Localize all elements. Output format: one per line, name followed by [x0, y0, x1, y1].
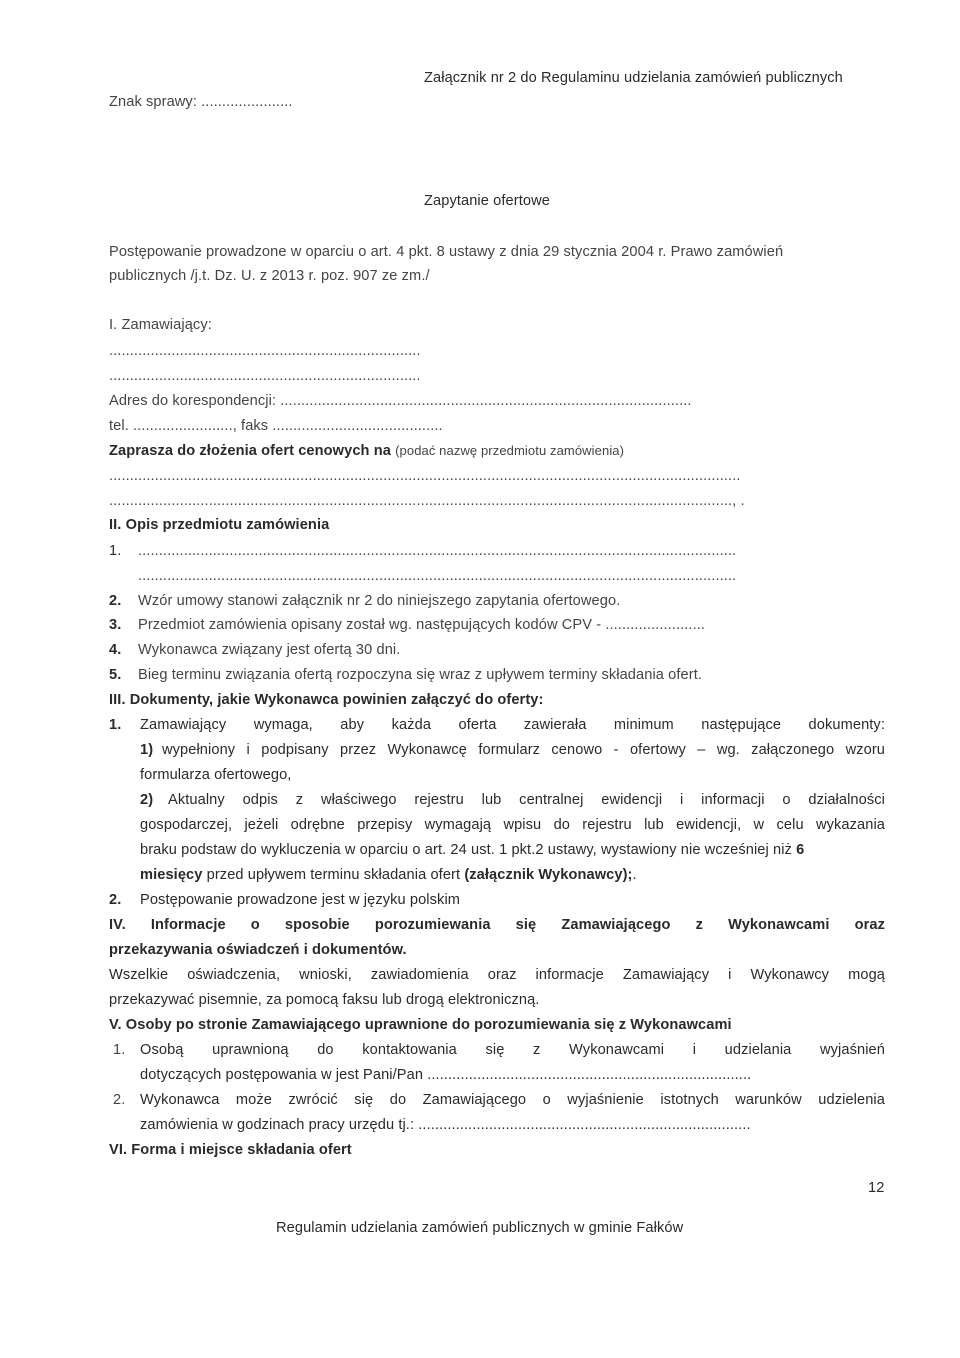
- item-4-text: Wykonawca związany jest ofertą 30 dni.: [138, 642, 401, 658]
- item-3-num: 3.: [109, 617, 122, 633]
- section-4-body-line-1: Wszelkie oświadczenia, wnioski, zawiadomienia oraz informacje Zamawiający i Wykonawcy mogą: [109, 967, 885, 983]
- language-num: 2.: [109, 892, 122, 908]
- doc-req-num: 1.: [109, 717, 122, 733]
- clarification-num: 2.: [113, 1092, 126, 1108]
- contact-line-2: dotyczących postępowania w jest Pani/Pan ..............................................................................: [140, 1067, 752, 1083]
- contact-num: 1.: [113, 1042, 126, 1058]
- doc-1-num: 1): [140, 742, 154, 758]
- doc-2-num: 2): [140, 792, 154, 808]
- section-1-heading: I. Zamawiający:: [109, 317, 212, 333]
- contact-line-1: Osobą uprawnioną do kontaktowania się z Wykonawcami i udzielania wyjaśnień: [140, 1042, 885, 1058]
- doc-2-attachment-ref: (załącznik Wykonawcy);: [464, 867, 633, 883]
- item-3-text: Przedmiot zamówienia opisany został wg. następujących kodów CPV - ........................: [138, 617, 706, 633]
- page-number: 12: [868, 1180, 885, 1196]
- ordering-party-line-2: ...........................................................................: [109, 368, 421, 384]
- doc-2-line-1: Aktualny odpis z właściwego rejestru lub centralnej ewidencji i informacji o działalności: [168, 792, 885, 808]
- doc-2-months-number: 6: [796, 842, 805, 858]
- section-4-body-line-2: przekazywać pisemnie, za pomocą faksu lub drogą elektroniczną.: [109, 992, 540, 1008]
- subject-dots-2: ......................................................................................................................................................, .: [109, 493, 745, 509]
- doc-2-deadline-text: przed upływem terminu składania ofert: [206, 867, 461, 883]
- footer-text: Regulamin udzielania zamówień publicznych w gminie Fałków: [276, 1220, 684, 1236]
- doc-req-text: Zamawiający wymaga, aby każda oferta zawierała minimum następujące dokumenty:: [140, 717, 885, 733]
- item-4-num: 4.: [109, 642, 122, 658]
- item-2-num: 2.: [109, 593, 122, 609]
- intro-line-2: publicznych /j.t. Dz. U. z 2013 r. poz. 907 ze zm./: [109, 268, 430, 284]
- doc-2-line-4: [140, 867, 637, 883]
- section-6-heading: VI. Forma i miejsce składania ofert: [109, 1142, 352, 1158]
- correspondence-address: Adres do korespondencji: ...................................................................................................: [109, 393, 692, 409]
- clarification-line-1: Wykonawca może zwrócić się do Zamawiającego o wyjaśnienie istotnych warunków udzielenia: [140, 1092, 885, 1108]
- invitation-note: (podać nazwę przedmiotu zamówienia): [395, 443, 625, 458]
- subject-dots-1: ........................................................................................................................................................: [109, 468, 741, 484]
- clarification-line-2: zamówienia w godzinach pracy urzędu tj.: ................................................................................: [140, 1117, 751, 1133]
- document-title: Zapytanie ofertowe: [424, 193, 550, 209]
- item-2-text: Wzór umowy stanowi załącznik nr 2 do niniejszego zapytania ofertowego.: [138, 593, 621, 609]
- section-4-heading-line-1: IV. Informacje o sposobie porozumiewania się Zamawiającego z Wykonawcami oraz: [109, 917, 885, 933]
- doc-2-period: .: [632, 867, 637, 883]
- attachment-header: Załącznik nr 2 do Regulaminu udzielania zamówień publicznych: [424, 70, 843, 86]
- invitation-bold: Zaprasza do złożenia ofert cenowych na: [109, 443, 391, 459]
- ordering-party-line-1: ...........................................................................: [109, 343, 421, 359]
- section-4-heading-line-2: przekazywania oświadczeń i dokumentów.: [109, 942, 407, 958]
- item-5-text: Bieg terminu związania ofertą rozpoczyna się wraz z upływem terminy składania ofert.: [138, 667, 703, 683]
- doc-2-line-3-text: braku podstaw do wykluczenia w oparciu o art. 24 ust. 1 pkt.2 ustawy, wystawiony nie wcześniej niż: [140, 842, 792, 858]
- case-reference: Znak sprawy: ......................: [109, 94, 293, 110]
- item-1-dots: ................................................................................................................................................: [138, 543, 737, 559]
- language-text: Postępowanie prowadzone jest w języku polskim: [140, 892, 461, 908]
- item-1-num: 1.: [109, 543, 122, 559]
- doc-2-line-3: [140, 842, 885, 858]
- section-5-heading: V. Osoby po stronie Zamawiającego uprawnione do porozumiewania się z Wykonawcami: [109, 1017, 732, 1033]
- doc-2-line-2: gospodarczej, jeżeli odrębne przepisy wymagają wpisu do rejestru lub ewidencji, w celu wykazania: [140, 817, 885, 833]
- section-2-heading: II. Opis przedmiotu zamówienia: [109, 517, 330, 533]
- section-3-heading: III. Dokumenty, jakie Wykonawca powinien załączyć do oferty:: [109, 692, 544, 708]
- item-5-num: 5.: [109, 667, 122, 683]
- doc-1-line-1: wypełniony i podpisany przez Wykonawcę formularz cenowo - ofertowy – wg. załączonego wzoru: [162, 742, 885, 758]
- doc-2-months-word: miesięcy: [140, 867, 203, 883]
- tel-fax-line: tel. ........................, faks .........................................: [109, 418, 443, 434]
- item-1-dots-2: ................................................................................................................................................: [138, 568, 737, 584]
- invitation-line: [109, 443, 624, 459]
- intro-line-1: Postępowanie prowadzone w oparciu o art. 4 pkt. 8 ustawy z dnia 29 stycznia 2004 r. Prawo zamówień: [109, 244, 784, 260]
- doc-1-line-2: formularza ofertowego,: [140, 767, 292, 783]
